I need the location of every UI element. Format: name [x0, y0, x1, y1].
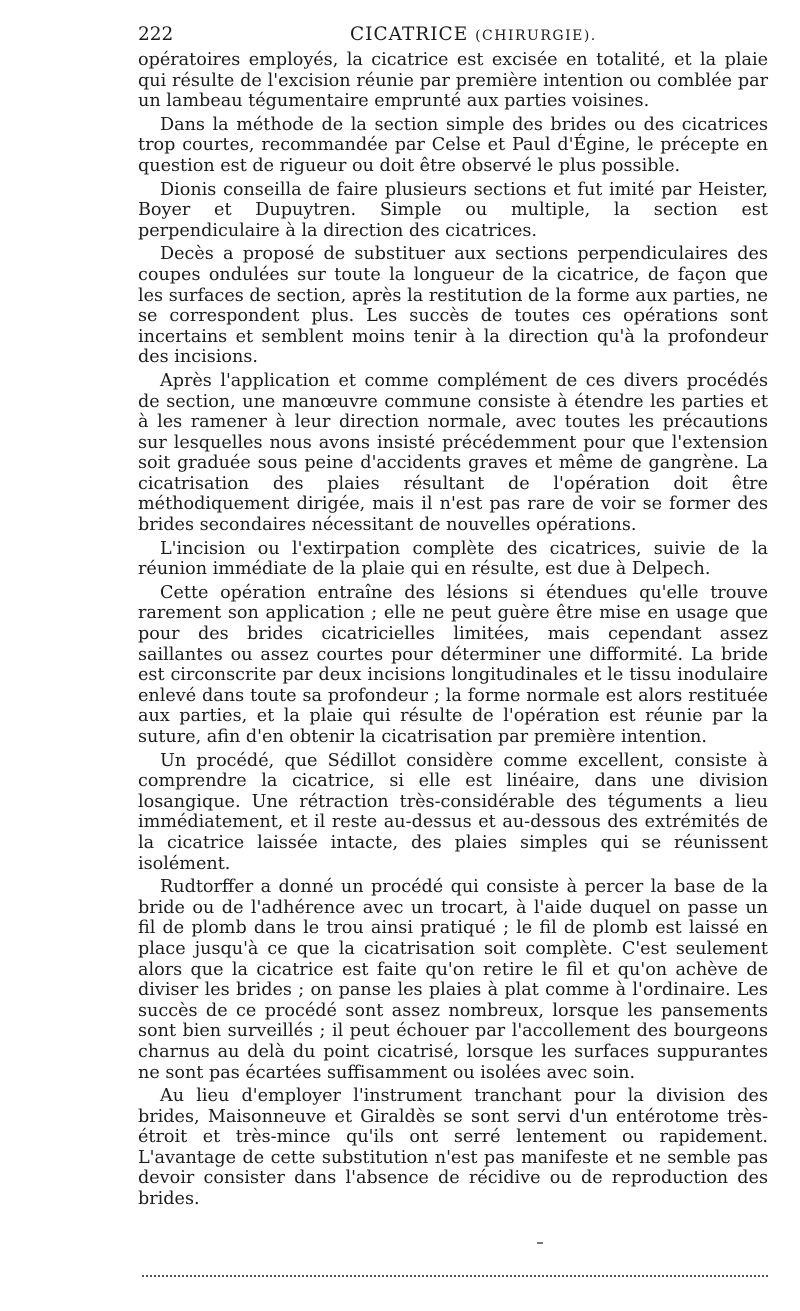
- page-number: 222: [138, 24, 174, 45]
- paragraph: Au lieu d'employer l'instrument tranchant pour la division des brides, Maisonneuve et Giraldès se sont servi d'un entérotome très-étroit et très-mince qu'ils ont serré lentement ou rapidement. L'avantage de cette substitution n'est pas manifeste et ne semble pas devoir consister dans l'absence de récidive ou de reproduction des brides.: [138, 1086, 768, 1210]
- paragraph-continuation: opératoires employés, la cicatrice est excisée en totalité, et la plaie qui résulte de l'excision réunie par première intention ou comblée par un lambeau tégumentaire emprunté aux parties voisines.: [138, 50, 768, 112]
- paragraph: L'incision ou l'extirpation complète des cicatrices, suivie de la réunion immédiate de la plaie qui en résulte, est due à Delpech.: [138, 538, 768, 580]
- footer-dotted-rule: [142, 1275, 768, 1277]
- running-head: [350, 22, 597, 49]
- paragraph: Dans la méthode de la section simple des brides ou des cicatrices trop courtes, recommandée par Celse et Paul d'Égine, le précepte en question est de rigueur ou doit être observé le plus possible.: [138, 114, 768, 176]
- paragraph: Un procédé, que Sédillot considère comme excellent, consiste à comprendre la cicatrice, si elle est linéaire, dans une division losangique. Une rétraction très-considérable des téguments a lieu immédiatement, et il reste au-dessus et au-dessous des extrémités de la cicatrice laissée intacte, des plaies simples qui se réunissent isolément.: [138, 750, 768, 874]
- running-head-subtitle: (CHIRURGIE).: [475, 28, 597, 44]
- page-header: [138, 22, 770, 48]
- body-text: [138, 50, 768, 1213]
- paragraph: Cette opération entraîne des lésions si étendues qu'elle trouve rarement son application ; elle ne peut guère être mise en usage que pour des brides cicatricielles limitées, mais cependant assez saillantes ou assez courtes pour déterminer une difformité. La bride est circonscrite par deux incisions longitudinales et le tissu inodulaire enlevé dans toute sa profondeur ; la forme normale est alors restituée aux parties, et la plaie qui résulte de l'opération est réunie par la suture, afin d'en obtenir la cicatrisation par première intention.: [138, 582, 768, 747]
- paragraph: Après l'application et comme complément de ces divers procédés de section, une manœuvre commune consiste à étendre les parties et à les ramener à leur direction normale, avec toutes les précautions sur lesquelles nous avons insisté précédemment pour que l'extension soit graduée sous peine d'accidents graves et même de gangrène. La cicatrisation des plaies résultant de l'opération doit être méthodiquement dirigée, mais il n'est pas rare de voir se former des brides secondaires nécessitant de nouvelles opérations.: [138, 370, 768, 536]
- paragraph: Decès a proposé de substituer aux sections perpendiculaires des coupes ondulées sur toute la longueur de la cicatrice, de façon que les surfaces de section, après la restitution de la forme aux parties, ne se correspondent plus. Les succès de toutes ces opérations sont incertains et semblent moins tenir à la direction qu'à la profondeur des incisions.: [138, 244, 768, 368]
- paragraph: Rudtorffer a donné un procédé qui consiste à percer la base de la bride ou de l'adhérence avec un trocart, à l'aide duquel on passe un fil de plomb dans le trou ainsi pratiqué ; le fil de plomb est laissé en place jusqu'à ce que la cicatrisation soit complète. C'est seulement alors que la cicatrice est faite qu'on retire le fil et qu'on achève de diviser les brides ; on panse les plaies à plat comme à l'ordinaire. Les succès de ce procédé sont assez nombreux, lorsque les pansements sont bien surveillés ; il peut échouer par l'accollement des bourgeons charnus au delà du point cicatrisé, lorsque les surfaces suppurantes ne sont pas écartées suffisamment ou isolées avec soin.: [138, 877, 768, 1083]
- stray-print-mark: [537, 1242, 543, 1244]
- paragraph: Dionis conseilla de faire plusieurs sections et fut imité par Heister, Boyer et Dupuytren. Simple ou multiple, la section est perpendiculaire à la direction des cicatrices.: [138, 179, 768, 241]
- running-head-title: CICATRICE: [350, 24, 469, 45]
